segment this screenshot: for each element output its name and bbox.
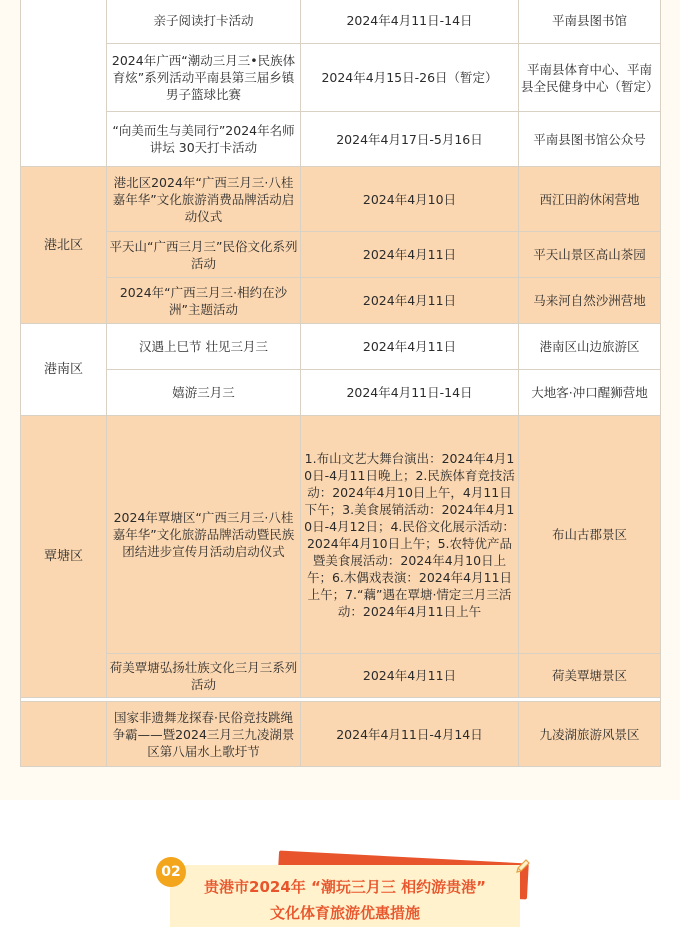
pencil-icon <box>514 857 532 875</box>
event-cell: 嬉游三月三 <box>107 370 301 416</box>
table-row <box>21 654 661 698</box>
venue-cell: 九凌湖旅游风景区 <box>519 702 661 767</box>
venue-cell: 大地客·冲口醒狮营地 <box>519 370 661 416</box>
table-row <box>21 167 661 232</box>
venue-cell: 平南县图书馆 <box>519 0 661 44</box>
events-table <box>20 0 661 767</box>
venue-cell: 西江田韵休闲营地 <box>519 167 661 232</box>
table-row <box>21 324 661 370</box>
date-cell: 2024年4月11日-4月14日 <box>301 702 519 767</box>
venue-cell: 平南县图书馆公众号 <box>519 112 661 167</box>
district-cell: 覃塘区 <box>21 416 107 698</box>
event-cell: 国家非遗舞龙探春·民俗竞技跳绳争霸——暨2024三月三九凌湖景区第八届水上歌圩节 <box>107 702 301 767</box>
date-cell: 2024年4月15日-26日（暂定） <box>301 44 519 112</box>
date-cell: 2024年4月11日-14日 <box>301 370 519 416</box>
event-cell: 平天山“广西三月三”民俗文化系列活动 <box>107 232 301 278</box>
section-title-line2: 文化体育旅游优惠措施 <box>269 904 420 922</box>
date-cell: 2024年4月11日 <box>301 232 519 278</box>
district-cell: 港南区 <box>21 324 107 416</box>
table-row <box>21 0 661 44</box>
date-cell: 2024年4月11日-14日 <box>301 0 519 44</box>
table-row <box>21 416 661 654</box>
venue-cell: 平天山景区高山茶园 <box>519 232 661 278</box>
section-number-badge: 02 <box>156 857 186 887</box>
table-row <box>21 702 661 767</box>
event-cell: 2024年广西“潮动三月三•民族体育炫”系列活动平南县第三届乡镇男子篮球比赛 <box>107 44 301 112</box>
section-heading <box>150 853 540 933</box>
date-cell: 2024年4月10日 <box>301 167 519 232</box>
date-cell: 2024年4月11日 <box>301 324 519 370</box>
district-cell-empty <box>21 702 107 767</box>
event-cell: “向美而生与美同行”2024年名师讲坛 30天打卡活动 <box>107 112 301 167</box>
venue-cell: 布山古郡景区 <box>519 416 661 654</box>
date-cell: 2024年4月17日-5月16日 <box>301 112 519 167</box>
event-cell: 汉遇上巳节 壮见三月三 <box>107 324 301 370</box>
event-cell: 2024年覃塘区“广西三月三·八桂嘉年华”文化旅游品牌活动暨民族团结进步宣传月活动启动仪式 <box>107 416 301 654</box>
venue-cell: 马来河自然沙洲营地 <box>519 278 661 324</box>
venue-cell: 港南区山边旅游区 <box>519 324 661 370</box>
table-row <box>21 232 661 278</box>
event-cell: 荷美覃塘弘扬壮族文化三月三系列活动 <box>107 654 301 698</box>
section-title-line1: 贵港市2024年 “潮玩三月三 相约游贵港” <box>204 878 486 896</box>
event-cell: 2024年“广西三月三·相约在沙洲”主题活动 <box>107 278 301 324</box>
date-cell: 2024年4月11日 <box>301 654 519 698</box>
table-row <box>21 112 661 167</box>
venue-cell: 平南县体育中心、平南县全民健身中心（暂定） <box>519 44 661 112</box>
date-cell: 2024年4月11日 <box>301 278 519 324</box>
table-row <box>21 278 661 324</box>
table-row <box>21 370 661 416</box>
event-cell: 港北区2024年“广西三月三·八桂嘉年华”文化旅游消费品牌活动启动仪式 <box>107 167 301 232</box>
venue-cell: 荷美覃塘景区 <box>519 654 661 698</box>
district-cell: 港北区 <box>21 167 107 324</box>
table-row <box>21 44 661 112</box>
district-cell-pingnan <box>21 0 107 167</box>
event-cell: 亲子阅读打卡活动 <box>107 0 301 44</box>
date-cell: 1.布山文艺大舞台演出：2024年4月10日-4月11日晚上；2.民族体育竞技活动：2024年4月10日上午，4月11日下午；3.美食展销活动：2024年4月10日-4月12日；4.民俗文化展示活动：2024年4月10日上午；5.农特优产品暨美食展活动：2024年4月10日上午；6.木偶戏表演：2024年4月11日上午；7.“藕”遇在覃塘·情定三月三活动：2024年4月11日上午 <box>301 416 519 654</box>
